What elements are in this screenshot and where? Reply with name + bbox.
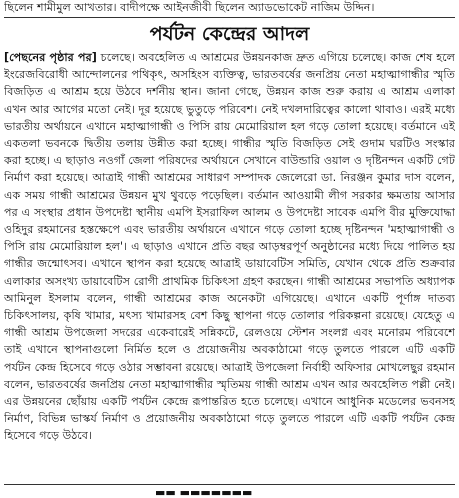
previous-article-last-line: ছিলেন শামীমুল আখতার। বাদীপক্ষে আইনজীবী ছিলেন অ্যাডভোকেট নাজিম উদ্দিন। [4, 1, 375, 14]
article-headline: পর্যটন কেন্দ্রের আদল [149, 23, 310, 45]
next-headline-fragment: ▬▬ ▬▬▬▬▬▬▬ [155, 488, 253, 498]
bottom-divider [4, 484, 455, 485]
continuation-kicker: [পেছনের পৃষ্ঠার পর] [4, 51, 97, 64]
article-body-text: চলেছে। অবহেলিত এ আশ্রমের উন্নয়নকাজ দ্রুত এগিয়ে চলেছে। কাজ শেষ হলে ইংরেজবিরোধী আন্দোলনের পথিকৃৎ, অসহিংস ব্যক্তিত্ব, ভারতবর্ষের জনপ্রিয় নেতা মহাত্মাগান্ধীর স্মৃতি বিজড়িত এ আশ্রম হয়ে উঠবে দর্শনীয় স্থান। জানা গেছে, উন্নয়ন কাজ শুরু করায় এ আশ্রম এলাকা এখন আর আগের মতো নেই। দূর হয়েছে ভুতুড়ে পরিবেশ। নেই দখলদারিত্বের কালো থাবাও। এরই মধ্যে ভারতীয় অর্থায়নে এখানে মহাত্মাগান্ধী ও পিসি রায় মেমোরিয়াল হল গড়ে তোলা হয়েছে। বর্তমানে এই একতলা ভবনকে দ্বিতীয় তলায় উন্নীত করা হচ্ছে। গান্ধীর স্মৃতি বিজড়িত সেই গুদাম ঘরটিও সংস্কার করা হচ্ছে। এ ছাড়াও নওগাঁ জেলা পরিষদের অর্থায়নে সেখানে বাউন্ডারি ওয়াল ও দৃষ্টিনন্দন একটি গেট নির্মাণ করা হয়েছে। আত্রাই গান্ধী আশ্রমের সাধারণ সম্পাদক জেলেরো ডা. নিরঞ্জন কুমার দাস বলেন, এক সময় গান্ধী আশ্রমের উন্নয়ন মুখ থুবড়ে পড়েছিল। বর্তমান আওয়ামী লীগ সরকার ক্ষমতায় আসার পর এ সংস্থার প্রধান উপদেষ্টা স্থানীয় এমপি ইসরাফিল আলম ও উপদেষ্টা সাবেক এমপি বীর মুক্তিযোদ্ধা ওহিদুর রহমানের হস্তক্ষেপে এবং ভারতীয় অর্থায়নে এখানে গড়ে তোলা হচ্ছে দৃষ্টিনন্দন 'মহাত্মাগান্ধী ও পিসি রায় মেমোরিয়াল হল'। এ ছাড়াও এখানে প্রতি বছর আড়ম্বরপূর্ণ অনুষ্ঠানের মধ্যে দিয়ে পালিত হয় গান্ধীর জন্মোৎসব। এখানে স্থাপন করা হয়েছে আত্রাই ডায়াবেটিস সমিতি, যেখান থেকে প্রতি শুক্রবার এলাকার অসংখ্য ডায়াবেটিস রোগী প্রাথমিক চিকিৎসা গ্রহণ করছেন। গান্ধী আশ্রমের সভাপতি অধ্যাপক আমিনুল ইসলাম বলেন, গান্ধী আশ্রমের কাজ অনেকটা এগিয়েছে। এখানে একটি পূর্ণাঙ্গ দাতব্য চিকিৎসালয়, কৃষি খামার, মৎস্য খামারসহ বেশ কিছু স্থাপনা গড়ে তোলার পরিকল্পনা রয়েছে। যেহেতু এ গান্ধী আশ্রম উপজেলা সদরের একেবারেই সন্নিকটে, রেলওয়ে স্টেশন সংলগ্ন এবং মনোরম পরিবেশে তাই এখানে স্থাপনাগুলো নির্মিত হলে ও প্রয়োজনীয় অবকাঠামো গড়ে তুলতে পারলে এটি একটি পর্যটন কেন্দ্র হিসেবে গড়ে ওঠার সম্ভাবনা রয়েছে। আত্রাই উপজেলা নির্বাহী অফিসার মোখলেছুর রহমান বলেন, ভারতবর্ষের জনপ্রিয় নেতা মহাত্মাগান্ধীর স্মৃতিময় গান্ধী আশ্রম এখন আর অবহেলিত পল্লী নেই। এর উন্নয়নের ছোঁয়ায় একটি পর্যটন কেন্দ্রে রূপান্তরিত হতে চলেছে। এখানে আধুনিক মডেলের ভবনসহ নির্মাণ, বিভিন্ন ভাস্কর্য নির্মাণ ও প্রয়োজনীয় অবকাঠামো গড়ে তুলতে পারলে এটি একটি পর্যটন কেন্দ্র হিসেবে গড়ে উঠবে। [4, 51, 455, 443]
article-body [4, 49, 455, 481]
top-divider [4, 17, 455, 18]
